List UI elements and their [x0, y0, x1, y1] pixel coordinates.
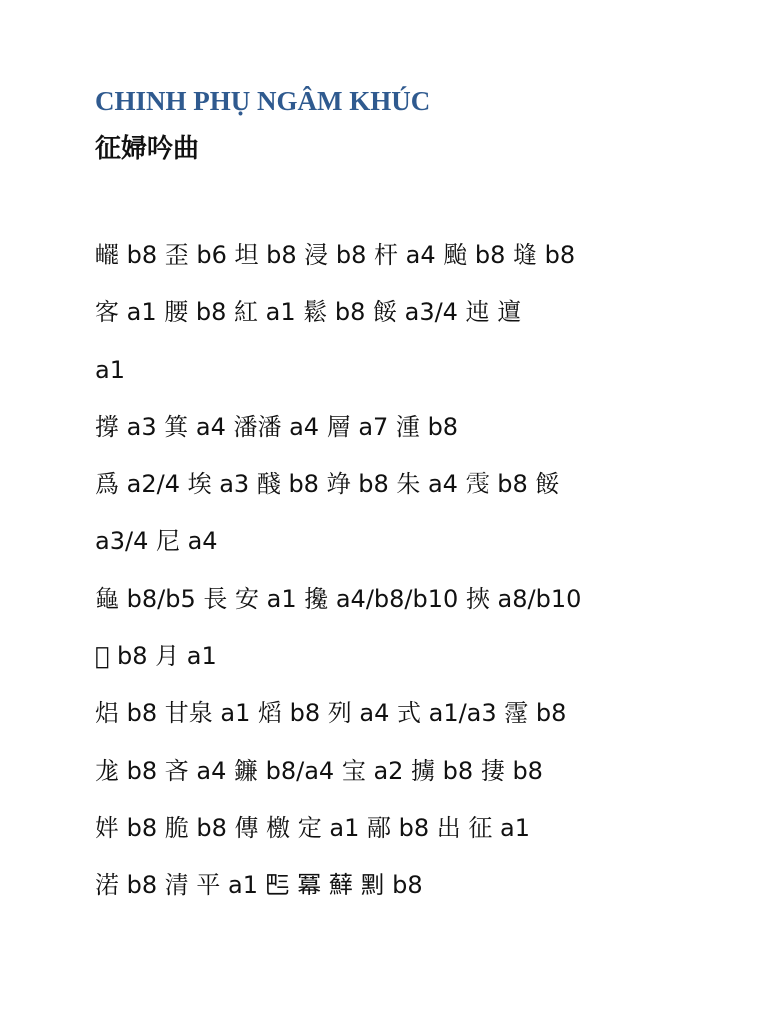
poem-line-7: 𧑴 b8/b5 長 安 a1 攙 a4/b8/b10 挾 a8/b10 — [95, 584, 582, 613]
document-title: CHINH PHỤ NGÂM KHÚC — [95, 86, 431, 116]
poem-body — [95, 233, 715, 921]
poem-line-9: 焒 b8 甘泉 a1 熖 b8 列 a4 式 a1/a3 霪 b8 — [95, 699, 567, 728]
poem-line-10: 尨 b8 吝 a4 鐮 b8/a4 宝 a2 擄 b8 捿 b8 — [95, 756, 543, 785]
poem-line-11: 姅 b8 脆 b8 傳 檄 定 a1 䣓 b8 出 征 a1 — [95, 813, 531, 842]
poem-line-1: 𤳸 b8 歪 b6 坦 b8 浸 b8 杆 a4 颱 b8 塳 b8 — [95, 241, 576, 269]
document-subtitle: 征婦吟曲 — [95, 134, 200, 164]
poem-line-6: a3/4 尼 a4 — [95, 527, 218, 556]
poem-line-4: 撐 a3 箕 a4 潘潘 a4 層 a7 湩 b8 — [95, 412, 459, 441]
poem-line-2: 客 a1 腰 b8 紅 a1 鬆 b8 餒 a3/4 迍 邅 — [95, 298, 522, 327]
poem-line-3: a1 — [95, 355, 125, 384]
poem-line-5: 爲 a2/4 埃 a3 醆 b8 竫 b8 朱 a4 𩂟 b8 餒 — [95, 470, 560, 499]
poem-line-8: 𩅹 b8 月 a1 — [95, 642, 217, 671]
poem-line-12: 渃 b8 清 平 a1 𠀧 冪 蘚 䵞 b8 — [95, 871, 423, 900]
